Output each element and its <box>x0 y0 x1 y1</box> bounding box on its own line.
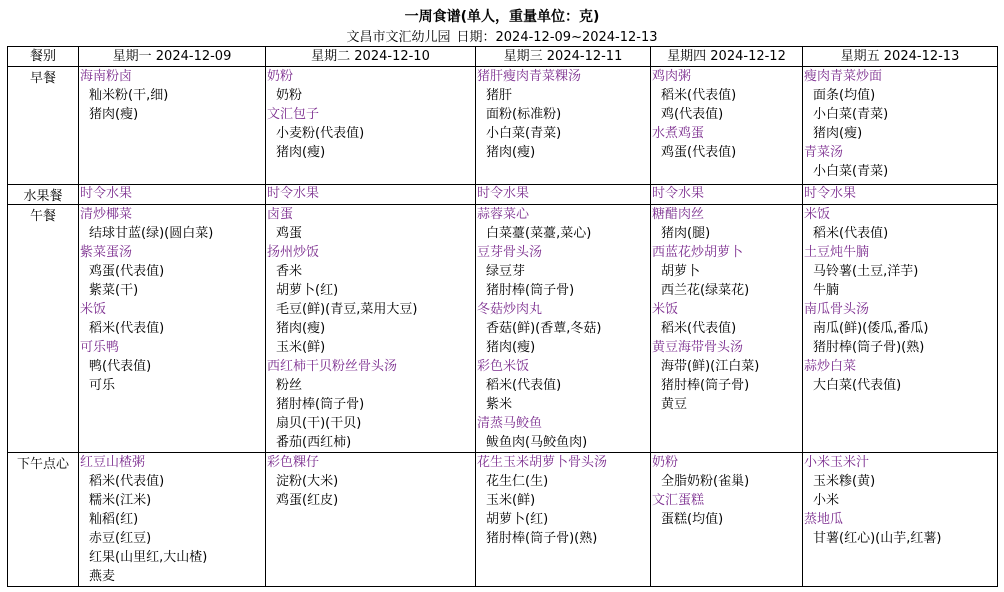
ingredient: 面粉(标准粉) <box>486 107 562 122</box>
ingredient: 稻米(代表值) <box>661 88 737 103</box>
menu-cell <box>476 205 651 453</box>
table-row-snack <box>8 453 998 587</box>
ingredient: 稻米(代表值) <box>89 474 165 489</box>
ingredient: 鸡蛋 <box>276 226 303 241</box>
ingredient: 香米 <box>276 264 303 279</box>
dish-name: 花生玉米胡萝卜骨头汤 <box>477 455 608 470</box>
dish-name: 可乐鸭 <box>80 340 120 355</box>
ingredient: 玉米糁(黄) <box>813 474 876 489</box>
dish-name: 南瓜骨头汤 <box>804 302 870 317</box>
header-day-wed: 星期三 2024-12-11 <box>476 47 651 67</box>
ingredient: 胡萝卜(红) <box>276 283 339 298</box>
ingredient: 花生仁(生) <box>486 474 549 489</box>
menu-cell <box>651 67 803 185</box>
dish-name: 奶粉 <box>652 455 679 470</box>
dish-name: 红豆山楂粥 <box>80 455 146 470</box>
dish-name: 鸡肉粥 <box>652 69 692 84</box>
date-label: 日期： <box>456 30 496 45</box>
ingredient: 猪肉(瘦) <box>486 340 536 355</box>
ingredient: 可乐 <box>89 378 116 393</box>
ingredient: 南瓜(鲜)(倭瓜,番瓜) <box>813 321 929 336</box>
ingredient: 籼稻(红) <box>89 512 139 527</box>
ingredient: 猪肉(瘦) <box>486 145 536 160</box>
ingredient: 鲅鱼肉(马鲛鱼肉) <box>486 435 588 450</box>
ingredient: 胡萝卜 <box>661 264 701 279</box>
menu-cell <box>651 185 803 205</box>
ingredient: 甘薯(红心)(山芋,红薯) <box>813 531 942 546</box>
menu-cell <box>266 205 476 453</box>
ingredient: 籼米粉(干,细) <box>89 88 169 103</box>
dish-name: 蒜炒白菜 <box>804 359 857 374</box>
ingredient: 猪肉(瘦) <box>276 145 326 160</box>
ingredient: 红果(山里红,大山楂) <box>89 550 208 565</box>
menu-cell <box>803 67 998 185</box>
ingredient: 稻米(代表值) <box>813 226 889 241</box>
dish-name: 土豆炖牛腩 <box>804 245 870 260</box>
dish-name: 奶粉 <box>267 69 294 84</box>
weekly-menu-table <box>7 46 998 587</box>
ingredient: 猪肉(瘦) <box>813 126 863 141</box>
menu-cell <box>266 67 476 185</box>
ingredient: 小麦粉(代表值) <box>276 126 365 141</box>
date-range: 2024-12-09~2024-12-13 <box>495 30 658 45</box>
menu-cell <box>266 185 476 205</box>
dish-name: 清蒸马鲛鱼 <box>477 416 543 431</box>
ingredient: 鸡(代表值) <box>661 107 724 122</box>
meal-label: 早餐 <box>8 67 79 185</box>
dish-name: 卤蛋 <box>267 207 294 222</box>
subtitle <box>0 29 1004 46</box>
ingredient: 糯米(江米) <box>89 493 152 508</box>
header-day-thu: 星期四 2024-12-12 <box>651 47 803 67</box>
ingredient: 马铃薯(土豆,洋芋) <box>813 264 919 279</box>
menu-cell <box>476 67 651 185</box>
menu-cell <box>79 205 266 453</box>
dish-name: 豆芽骨头汤 <box>477 245 543 260</box>
ingredient: 粉丝 <box>276 378 303 393</box>
ingredient: 稻米(代表值) <box>486 378 562 393</box>
ingredient: 白菜薹(菜薹,菜心) <box>486 226 592 241</box>
page-title: 一周食谱(单人，重量单位：克) <box>404 9 600 25</box>
ingredient: 全脂奶粉(雀巢) <box>661 474 750 489</box>
ingredient: 稻米(代表值) <box>89 321 165 336</box>
ingredient: 鸡蛋(代表值) <box>89 264 165 279</box>
ingredient: 胡萝卜(红) <box>486 512 549 527</box>
meal-label: 下午点心 <box>8 453 79 587</box>
menu-cell <box>476 185 651 205</box>
ingredient: 黄豆 <box>661 397 688 412</box>
header-day-fri: 星期五 2024-12-13 <box>803 47 998 67</box>
ingredient: 猪肘棒(筒子骨)(熟) <box>486 531 598 546</box>
ingredient: 小米 <box>813 493 840 508</box>
dish-name: 海南粉卤 <box>80 69 133 84</box>
dish-name: 彩色米饭 <box>477 359 530 374</box>
ingredient: 海带(鲜)(江白菜) <box>661 359 760 374</box>
ingredient: 猪肘棒(筒子骨)(熟) <box>813 340 925 355</box>
dish-name: 彩色粿仔 <box>267 455 320 470</box>
ingredient: 紫米 <box>486 397 513 412</box>
dish-name: 扬州炒饭 <box>267 245 320 260</box>
ingredient: 毛豆(鲜)(青豆,菜用大豆) <box>276 302 418 317</box>
header-day-mon: 星期一 2024-12-09 <box>79 47 266 67</box>
ingredient: 大白菜(代表值) <box>813 378 902 393</box>
dish-name: 小米玉米汁 <box>804 455 870 470</box>
dish-name: 时令水果 <box>267 186 320 201</box>
dish-name: 瘦肉青菜炒面 <box>804 69 883 84</box>
menu-cell <box>476 453 651 587</box>
ingredient: 猪肉(瘦) <box>276 321 326 336</box>
dish-name: 文汇蛋糕 <box>652 493 705 508</box>
ingredient: 猪肘棒(筒子骨) <box>486 283 575 298</box>
ingredient: 猪肝 <box>486 88 513 103</box>
dish-name: 水煮鸡蛋 <box>652 126 705 141</box>
menu-cell <box>79 185 266 205</box>
dish-name: 糖醋肉丝 <box>652 207 705 222</box>
menu-cell <box>651 205 803 453</box>
ingredient: 小白菜(青菜) <box>813 107 889 122</box>
ingredient: 赤豆(红豆) <box>89 531 152 546</box>
dish-name: 紫菜蛋汤 <box>80 245 133 260</box>
dish-name: 蒜蓉菜心 <box>477 207 530 222</box>
menu-cell <box>803 205 998 453</box>
ingredient: 紫菜(干) <box>89 283 139 298</box>
ingredient: 奶粉 <box>276 88 303 103</box>
ingredient: 牛腩 <box>813 283 840 298</box>
dish-name: 时令水果 <box>804 186 857 201</box>
ingredient: 香菇(鲜)(香蕈,冬菇) <box>486 321 602 336</box>
header-row <box>8 47 998 67</box>
ingredient: 番茄(西红柿) <box>276 435 352 450</box>
meal-label: 午餐 <box>8 205 79 453</box>
dish-name: 时令水果 <box>652 186 705 201</box>
ingredient: 燕麦 <box>89 569 116 584</box>
dish-name: 猪肝瘦肉青菜粿汤 <box>477 69 582 84</box>
ingredient: 绿豆芽 <box>486 264 526 279</box>
ingredient: 小白菜(青菜) <box>813 164 889 179</box>
dish-name: 时令水果 <box>80 186 133 201</box>
ingredient: 猪肘棒(筒子骨) <box>661 378 750 393</box>
dish-name: 黄豆海带骨头汤 <box>652 340 744 355</box>
table-row-breakfast <box>8 67 998 185</box>
menu-cell <box>79 67 266 185</box>
ingredient: 淀粉(大米) <box>276 474 339 489</box>
menu-cell <box>651 453 803 587</box>
ingredient: 猪肉(瘦) <box>89 107 139 122</box>
kindergarten-name: 文昌市文汇幼儿园 <box>346 30 451 45</box>
table-row-fruit <box>8 185 998 205</box>
ingredient: 面条(均值) <box>813 88 876 103</box>
dish-name: 西蓝花炒胡萝卜 <box>652 245 744 260</box>
dish-name: 时令水果 <box>477 186 530 201</box>
dish-name: 青菜汤 <box>804 145 844 160</box>
dish-name: 蒸地瓜 <box>804 512 844 527</box>
ingredient: 玉米(鲜) <box>276 340 326 355</box>
dish-name: 米饭 <box>652 302 679 317</box>
dish-name: 冬菇炒肉丸 <box>477 302 543 317</box>
ingredient: 蛋糕(均值) <box>661 512 724 527</box>
meal-label: 水果餐 <box>8 185 79 205</box>
dish-name: 西红柿干贝粉丝骨头汤 <box>267 359 398 374</box>
ingredient: 小白菜(青菜) <box>486 126 562 141</box>
ingredient: 稻米(代表值) <box>661 321 737 336</box>
ingredient: 猪肘棒(筒子骨) <box>276 397 365 412</box>
menu-cell <box>803 185 998 205</box>
menu-cell <box>803 453 998 587</box>
ingredient: 扇贝(干)(干贝) <box>276 416 362 431</box>
ingredient: 鸭(代表值) <box>89 359 152 374</box>
ingredient: 鸡蛋(代表值) <box>661 145 737 160</box>
menu-cell <box>266 453 476 587</box>
ingredient: 西兰花(绿菜花) <box>661 283 750 298</box>
ingredient: 猪肉(腿) <box>661 226 711 241</box>
dish-name: 清炒椰菜 <box>80 207 133 222</box>
header-day-tue: 星期二 2024-12-10 <box>266 47 476 67</box>
ingredient: 玉米(鲜) <box>486 493 536 508</box>
header-meal-type: 餐别 <box>8 47 79 67</box>
ingredient: 鸡蛋(红皮) <box>276 493 339 508</box>
table-row-lunch <box>8 205 998 453</box>
ingredient: 结球甘蓝(绿)(圆白菜) <box>89 226 214 241</box>
dish-name: 米饭 <box>80 302 107 317</box>
dish-name: 米饭 <box>804 207 831 222</box>
dish-name: 文汇包子 <box>267 107 320 122</box>
menu-cell <box>79 453 266 587</box>
